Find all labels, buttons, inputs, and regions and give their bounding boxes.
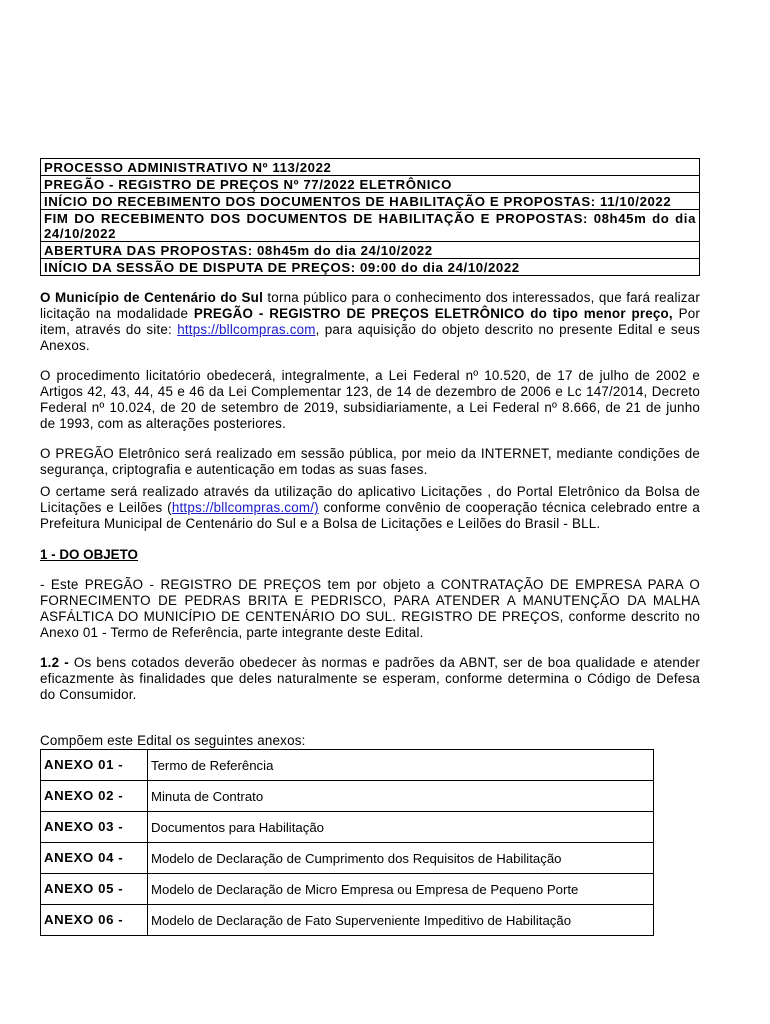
pregao-number: PREGÃO - REGISTRO DE PREÇOS Nº 77/2022 ELETRÔNICO: [41, 176, 700, 193]
annex-code: ANEXO 06 -: [41, 905, 148, 936]
annex-row: [41, 781, 654, 812]
annex-code: ANEXO 01 -: [41, 750, 148, 781]
item-1-2-paragraph: 1.2 - Os bens cotados deverão obedecer às normas e padrões da ABNT, ser de boa qualidade e atender eficazmente às finalidades que deles naturalmente se esperam, conforme determina o Código de Defesa do Consumidor.: [40, 655, 701, 702]
annex-row: [41, 905, 654, 936]
annex-row: [41, 843, 654, 874]
item-number: 1.2 -: [40, 655, 69, 670]
annex-row: [41, 874, 654, 905]
process-header-table: [40, 158, 700, 276]
certame-paragraph: O certame será realizado através da utilização do aplicativo Licitações , do Portal Eletrônico da Bolsa de Licitações e Leilões (https://bllcompras.com/) conforme convênio de cooperação técnica celebrado entre a Prefeitura Municipal de Centenário do Sul e a Bolsa de Licitações e Leilões do Brasil - BLL.: [40, 484, 701, 531]
bll-portal-link[interactable]: https://bllcompras.com/): [171, 500, 319, 515]
annex-description: Termo de Referência: [148, 750, 654, 781]
intro-paragraph: O Município de Centenário do Sul torna público para o conhecimento dos interessados, que fará realizar licitação na modalidade PREGÃO - REGISTRO DE PREÇOS ELETRÔNICO do tipo menor preço, Por item, através do site: https://bllcompras.com, para aquisição do objeto descrito no presente Edital e seus Anexos.: [40, 290, 701, 353]
section-title-objeto: 1 - DO OBJETO: [40, 547, 138, 562]
process-number: PROCESSO ADMINISTRATIVO Nº 113/2022: [41, 159, 700, 176]
annex-description: Modelo de Declaração de Micro Empresa ou Empresa de Pequeno Porte: [148, 874, 654, 905]
annex-code: ANEXO 03 -: [41, 812, 148, 843]
annexes-table: [40, 749, 654, 936]
annex-row: [41, 750, 654, 781]
dispute-session-start: INÍCIO DA SESSÃO DE DISPUTA DE PREÇOS: 09:00 do dia 24/10/2022: [41, 259, 700, 276]
annex-code: ANEXO 04 -: [41, 843, 148, 874]
bll-site-link[interactable]: https://bllcompras.com: [177, 322, 316, 337]
annex-description: Modelo de Declaração de Fato Superveniente Impeditivo de Habilitação: [148, 905, 654, 936]
modality: PREGÃO - REGISTRO DE PREÇOS ELETRÔNICO do tipo menor preço,: [193, 306, 673, 321]
annex-code: ANEXO 05 -: [41, 874, 148, 905]
annex-row: [41, 812, 654, 843]
annexes-intro: Compõem este Edital os seguintes anexos:: [40, 733, 306, 748]
annex-description: Modelo de Declaração de Cumprimento dos Requisitos de Habilitação: [148, 843, 654, 874]
annex-description: Documentos para Habilitação: [148, 812, 654, 843]
pregao-session-paragraph: O PREGÃO Eletrônico será realizado em sessão pública, por meio da INTERNET, mediante condições de segurança, criptografia e autenticação em todas as suas fases.: [40, 446, 700, 477]
receipt-start: INÍCIO DO RECEBIMENTO DOS DOCUMENTOS DE HABILITAÇÃO E PROPOSTAS: 11/10/2022: [41, 193, 700, 210]
objeto-paragraph: - Este PREGÃO - REGISTRO DE PREÇOS tem por objeto a CONTRATAÇÃO DE EMPRESA PARA O FORNECIMENTO DE PEDRAS BRITA E PEDRISCO, PARA ATENDER A MANUTENÇÃO DA MALHA ASFÁLTICA DO MUNICÍPIO DE CENTENÁRIO DO SUL. REGISTRO DE PREÇOS, conforme descrito no Anexo 01 - Termo de Referência, parte integrante deste Edital.: [40, 577, 700, 640]
municipality-name: O Município de Centenário do Sul: [40, 290, 263, 305]
annex-code: ANEXO 02 -: [41, 781, 148, 812]
annex-description: Minuta de Contrato: [148, 781, 654, 812]
receipt-end: FIM DO RECEBIMENTO DOS DOCUMENTOS DE HABILITAÇÃO E PROPOSTAS: 08h45m do dia 24/10/2022: [41, 210, 700, 242]
proposal-opening: ABERTURA DAS PROPOSTAS: 08h45m do dia 24/10/2022: [41, 242, 700, 259]
legal-basis-paragraph: O procedimento licitatório obedecerá, integralmente, a Lei Federal nº 10.520, de 17 de julho de 2002 e Artigos 42, 43, 44, 45 e 46 da Lei Complementar 123, de 14 de dezembro de 2006 e Lc 147/2014, Decreto Federal nº 10.024, de 20 de setembro de 2019, subsidiariamente, a Lei Federal nº 8.666, de 21 de junho de 1993, com as alterações posteriores.: [40, 368, 700, 431]
document-page: [40, 158, 700, 936]
